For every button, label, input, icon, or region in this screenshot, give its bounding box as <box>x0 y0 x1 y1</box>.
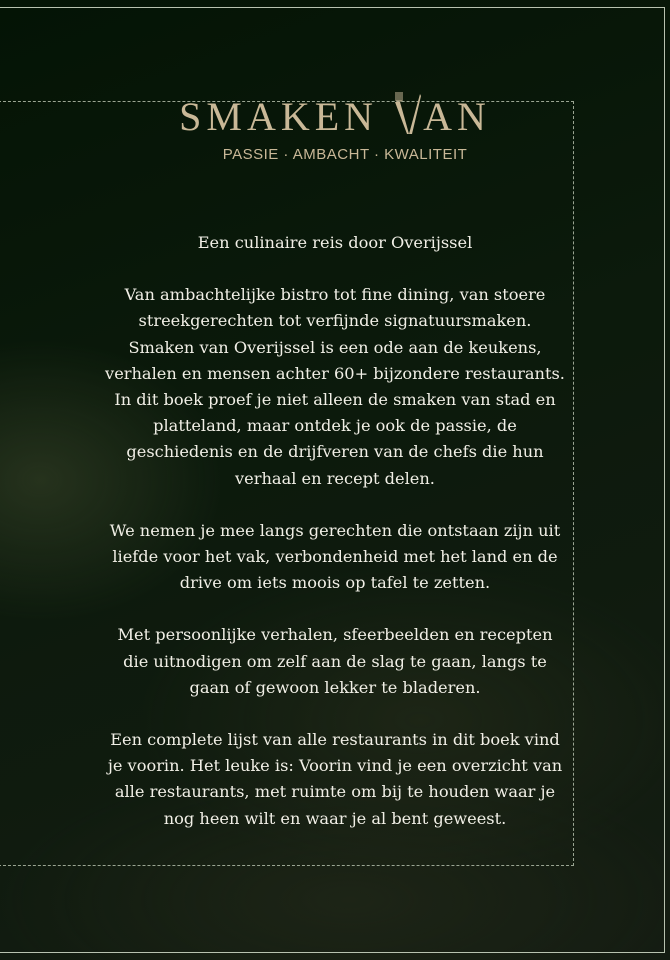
paragraph-3 <box>0 622 670 701</box>
text-line: gaan of gewoon lekker te bladeren. <box>189 677 481 697</box>
text-line: We nemen je mee langs gerechten die ontstaan zijn uit <box>109 520 561 540</box>
logo-word-an: AN <box>423 94 491 139</box>
text-line: Smaken van Overijssel is een ode aan de keukens, <box>128 337 542 357</box>
text-line: geschiedenis en de drijfveren van de chefs die hun <box>126 442 544 462</box>
text-line: die uitnodigen om zelf aan de slag te gaan, langs te <box>123 651 547 671</box>
logo-wordmark <box>179 94 491 139</box>
back-cover-text <box>0 230 670 858</box>
paragraph-2 <box>0 518 670 597</box>
text-line: In dit boek proef je niet alleen de smaken van stad en <box>114 390 556 410</box>
tagline: PASSIE · AMBACHT · KWALITEIT <box>222 146 468 163</box>
text-line: liefde voor het vak, verbondenheid met het land en de <box>112 547 558 567</box>
text-line: verhaal en recept delen. <box>235 468 435 488</box>
text-line: streekgerechten tot verfijnde signatuursmaken. <box>138 311 532 331</box>
text-line: alle restaurants, met ruimte om bij te houden waar je <box>114 782 556 802</box>
title: Een culinaire reis door Overijssel <box>197 233 473 252</box>
text-line: Van ambachtelijke bistro tot fine dining, van stoere <box>124 285 546 305</box>
logo <box>0 92 670 140</box>
paragraph-4 <box>0 727 670 832</box>
text-line: Met persoonlijke verhalen, sfeerbeelden en recepten <box>117 625 553 645</box>
text-line: nog heen wilt en waar je al bent geweest. <box>163 808 507 828</box>
text-line: platteland, maar ontdek je ook de passie, de <box>153 416 517 436</box>
fork-knife-v-icon <box>393 92 423 140</box>
logo-word-smaken: SMAKEN <box>179 94 379 139</box>
text-line: verhalen en mensen achter 60+ bijzondere restaurants. <box>105 363 565 383</box>
paragraph-1 <box>0 282 670 492</box>
text-line: je voorin. Het leuke is: Voorin vind je een overzicht van <box>107 756 563 776</box>
text-line: drive om iets moois op tafel te zetten. <box>179 573 491 593</box>
text-line: Een complete lijst van alle restaurants in dit boek vind <box>110 730 560 750</box>
